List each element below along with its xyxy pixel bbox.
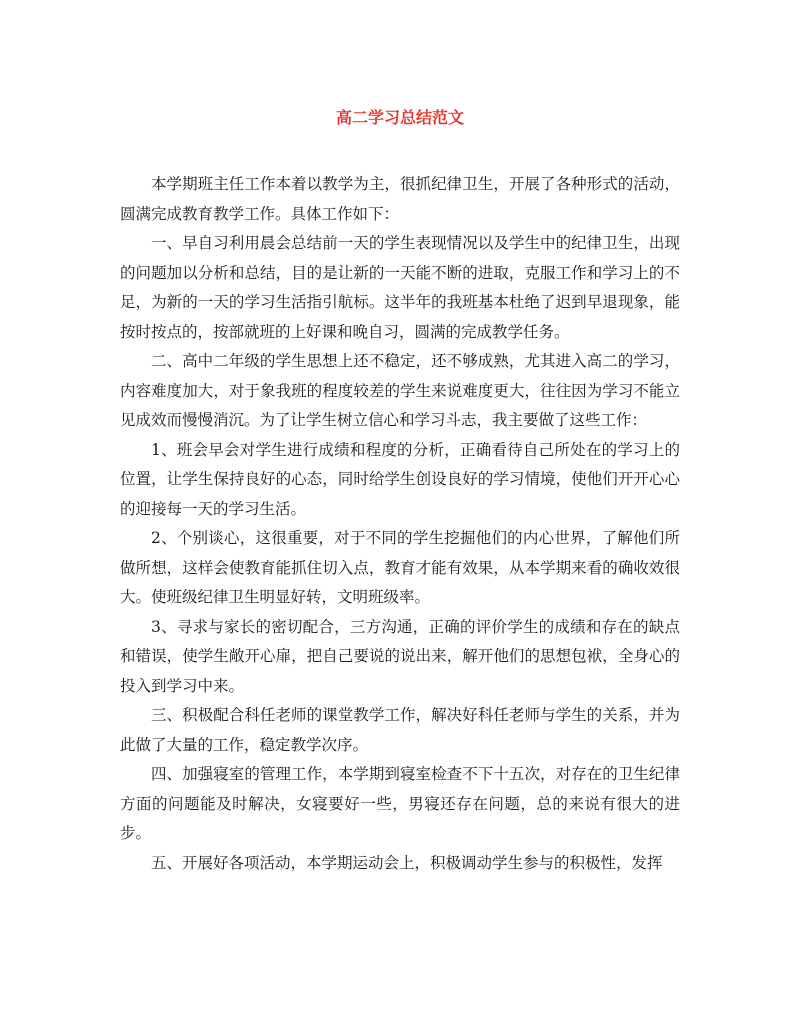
paragraph-item-1: 1、班会早会对学生进行成绩和程度的分析，正确看待自己所处在的学习上的位置，让学生保持良好的心态，同时给学生创设良好的学习情境，使他们开开心心的迎接每一天的学习生活。	[120, 440, 680, 518]
paragraph-item-3: 3、寻求与家长的密切配合，三方沟通，正确的评价学生的成绩和存在的缺点和错误，使学生敞开心扉，把自己要说的说出来，解开他们的思想包袱，全身心的投入到学习中来。	[120, 617, 680, 695]
document-body	[120, 170, 680, 878]
paragraph-section-2: 二、高中二年级的学生思想上还不稳定，还不够成熟，尤其进入高二的学习，内容难度加大，对于象我班的程度较差的学生来说难度更大，往往因为学习不能立见成效而慢慢消沉。为了让学生树立信心和学习斗志，我主要做了这些工作：	[120, 352, 680, 429]
paragraph-section-4: 四、加强寝室的管理工作，本学期到寝室检查不下十五次，对存在的卫生纪律方面的问题能及时解决，女寝要好一些，男寝还存在问题，总的来说有很大的进步。	[120, 765, 680, 842]
paragraph-section-3: 三、积极配合科任老师的课堂教学工作，解决好科任老师与学生的关系，并为此做了大量的工作，稳定教学次序。	[120, 706, 680, 754]
paragraph-section-5: 五、开展好各项活动，本学期运动会上，积极调动学生参与的积极性，发挥	[151, 853, 663, 872]
document-title: 高二学习总结范文	[335, 108, 464, 127]
paragraph-item-2: 2、个别谈心，这很重要，对于不同的学生挖掘他们的内心世界，了解他们所做所想，这样会使教育能抓住切入点，教育才能有效果，从本学期来看的确收效很大。使班级纪律卫生明显好转，文明班级率。	[120, 529, 680, 606]
paragraph-intro: 本学期班主任工作本着以教学为主，很抓纪律卫生，开展了各种形式的活动，圆满完成教育教学工作。具体工作如下：	[120, 175, 680, 223]
paragraph-section-1: 一、早自习利用晨会总结前一天的学生表现情况以及学生中的纪律卫生，出现的问题加以分析和总结，目的是让新的一天能不断的进取，克服工作和学习上的不足，为新的一天的学习生活指引航标。这半年的我班基本杜绝了迟到早退现象，能按时按点的，按部就班的上好课和晚自习，圆满的完成教学任务。	[120, 234, 680, 341]
